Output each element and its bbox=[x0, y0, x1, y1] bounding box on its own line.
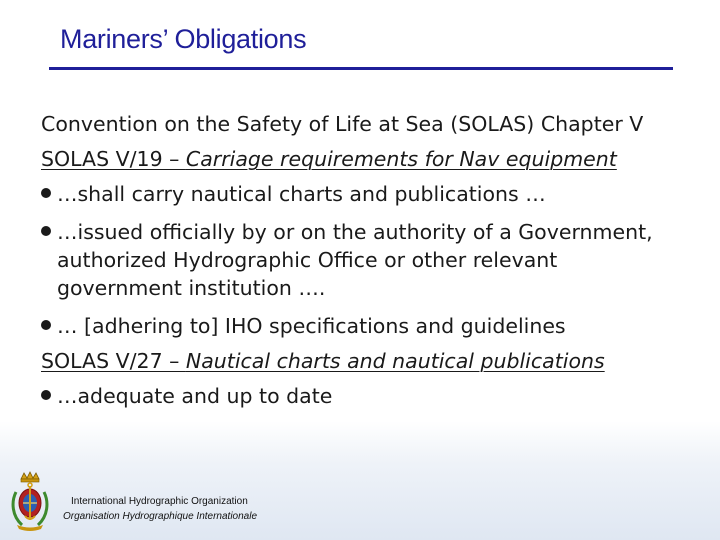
slide-title: Mariners’ Obligations bbox=[60, 24, 307, 54]
solas-v27-ref: SOLAS V/27 – bbox=[41, 349, 186, 373]
title-underline-divider bbox=[49, 67, 673, 70]
solas-v19-ref: SOLAS V/19 – bbox=[41, 147, 186, 171]
bullet-item bbox=[41, 180, 691, 208]
bullet-text: … [adhering to] IHO specifications and guidelines bbox=[57, 314, 566, 338]
bullet-icon bbox=[41, 188, 51, 198]
bullet-icon bbox=[41, 226, 51, 236]
solas-v27-line bbox=[41, 347, 691, 375]
solas-v19-title: Carriage requirements for Nav equipment bbox=[185, 147, 617, 171]
solas-v27-title: Nautical charts and nautical publications bbox=[185, 349, 605, 373]
solas-v19-line bbox=[41, 145, 691, 173]
bullet-text: …issued officially by or on the authority of a Government, authorized Hydrographic Office or other relevant government institution …. bbox=[57, 220, 653, 300]
bullet-item bbox=[41, 218, 691, 302]
iho-emblem-icon bbox=[8, 470, 52, 532]
bullet-icon bbox=[41, 320, 51, 330]
bullet-item bbox=[41, 382, 691, 410]
bullet-icon bbox=[41, 390, 51, 400]
footer-organization bbox=[63, 494, 257, 524]
org-name-english: International Hydrographic Organization bbox=[71, 496, 248, 507]
bullet-text: …adequate and up to date bbox=[57, 384, 333, 408]
bullet-item bbox=[41, 312, 691, 340]
slide-body bbox=[41, 110, 691, 410]
bullet-text: …shall carry nautical charts and publications … bbox=[57, 182, 546, 206]
org-name-french: Organisation Hydrographique Internationale bbox=[63, 511, 258, 522]
convention-line: Convention on the Safety of Life at Sea (SOLAS) Chapter V bbox=[41, 112, 644, 136]
